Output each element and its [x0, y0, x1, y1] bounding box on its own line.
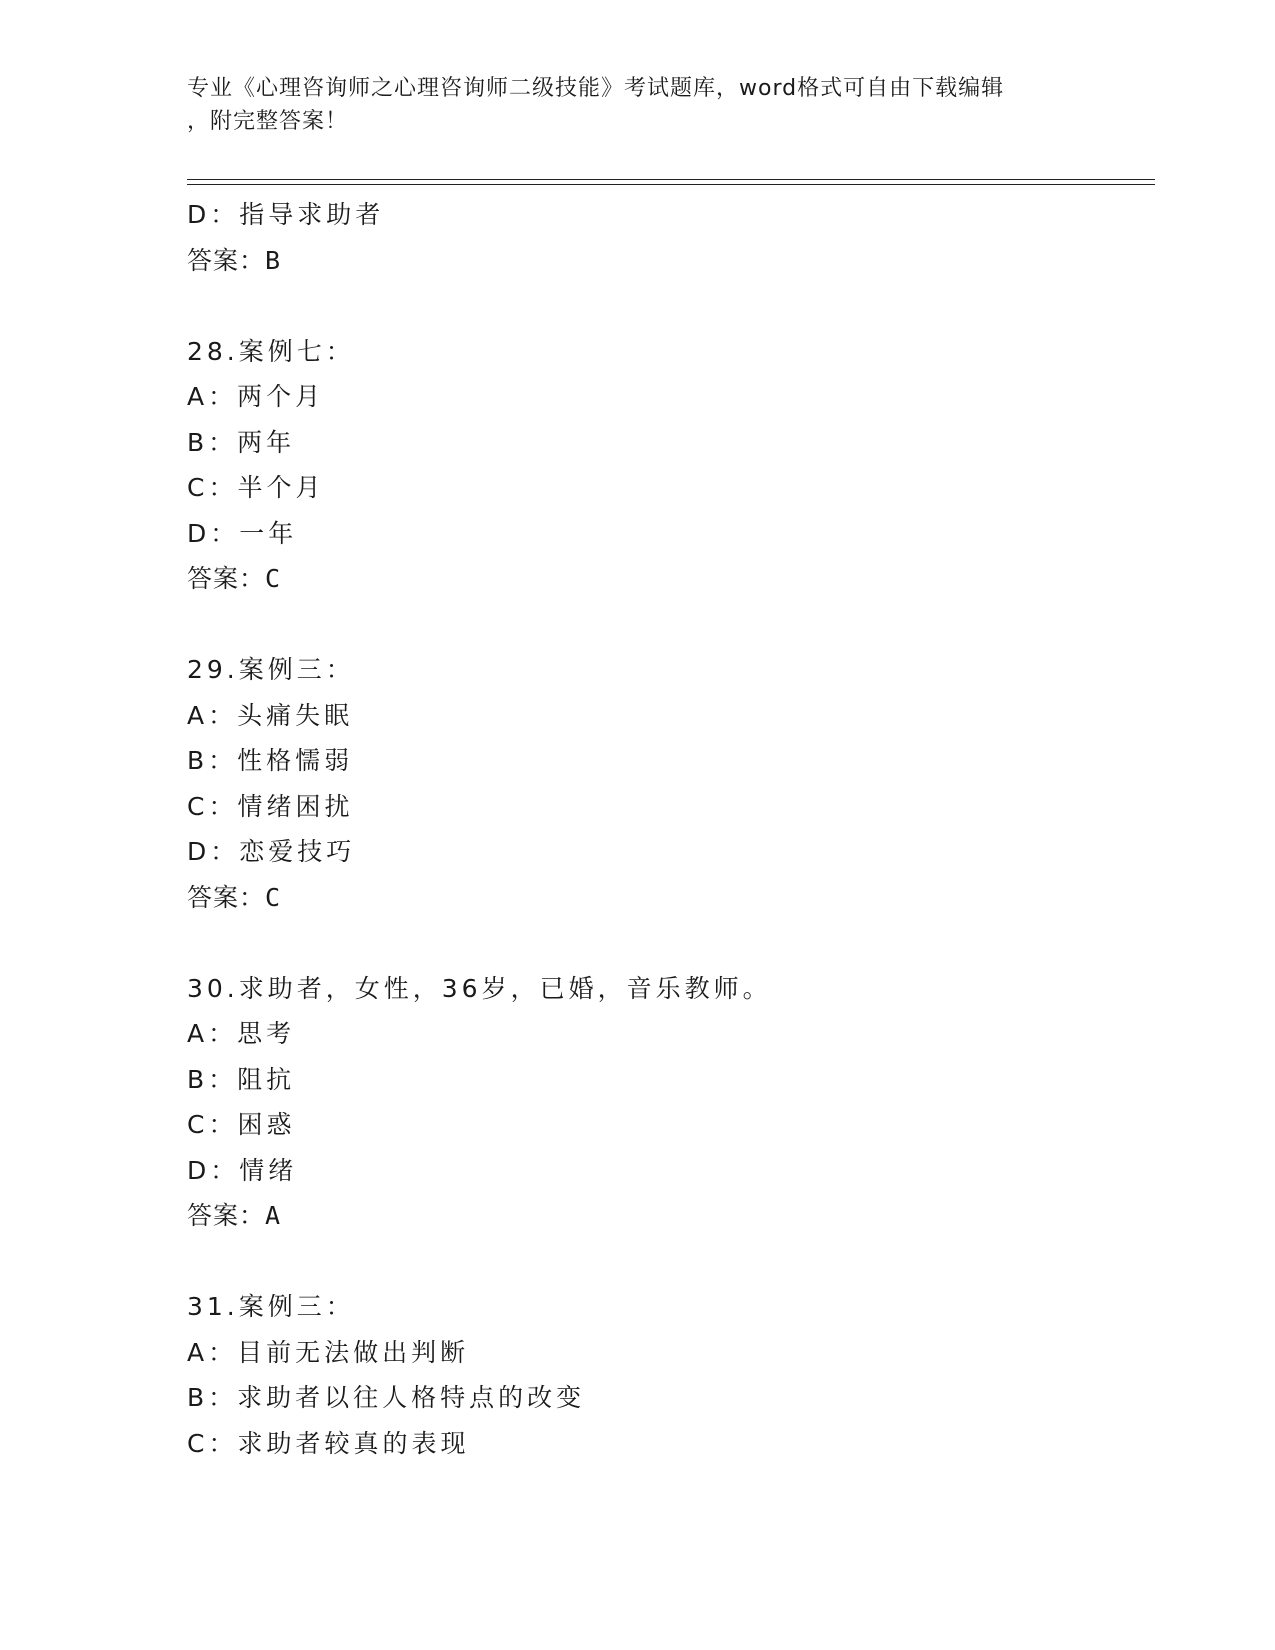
- answer-label: 答案：: [187, 882, 266, 912]
- q29-option-d: D：恋爱技巧: [187, 837, 356, 866]
- q28-option-c: C：半个月: [187, 473, 325, 502]
- q31-title: 31.案例三：: [187, 1292, 355, 1321]
- answer-label: 答案：: [187, 245, 266, 275]
- answer-label: 答案：: [187, 564, 266, 593]
- q30-title: 30.求助者，女性，36岁，已婚，音乐教师。: [187, 973, 772, 1003]
- spacer: [187, 1239, 1147, 1285]
- q27-option-d: D：指导求助者: [187, 200, 385, 229]
- header-divider-top: [187, 179, 1155, 180]
- header-divider-bottom: [187, 184, 1155, 185]
- q29-title: 29.案例三：: [187, 655, 355, 684]
- header-line-1: 专业《心理咨询师之心理咨询师二级技能》考试题库，word格式可自由下载编辑: [187, 76, 1005, 101]
- document-header: [187, 72, 1087, 138]
- q31-option-c: C：求助者较真的表现: [187, 1428, 470, 1458]
- q30-answer: [187, 1193, 1147, 1239]
- q28-option-b: B：两年: [187, 427, 296, 457]
- q29-option-c: C：情绪困扰: [187, 791, 354, 821]
- q31-option-b: B：求助者以往人格特点的改变: [187, 1383, 586, 1412]
- q28-option-a: A：两个月: [187, 382, 325, 411]
- q31-option-a: A：目前无法做出判断: [187, 1337, 470, 1367]
- spacer: [187, 920, 1147, 966]
- spacer: [187, 602, 1147, 648]
- header-line-2: ，附完整答案！: [187, 109, 349, 134]
- q27-answer: [187, 238, 1147, 284]
- answer-value: C: [265, 564, 281, 593]
- question-list: [187, 192, 1147, 1466]
- q29-answer: [187, 875, 1147, 921]
- answer-value: C: [265, 882, 281, 912]
- q28-option-d: D：一年: [187, 518, 298, 548]
- q30-option-d: D：情绪: [187, 1155, 298, 1185]
- answer-label: 答案：: [187, 1201, 266, 1230]
- q30-option-c: C：困惑: [187, 1110, 296, 1139]
- answer-value: B: [265, 245, 281, 275]
- q28-answer: [187, 556, 1147, 602]
- q29-option-b: B：性格懦弱: [187, 746, 354, 775]
- spacer: [187, 283, 1147, 329]
- q30-option-a: A：思考: [187, 1019, 296, 1048]
- q30-option-b: B：阻抗: [187, 1064, 296, 1094]
- q29-option-a: A：头痛失眠: [187, 700, 354, 730]
- q28-title: 28.案例七：: [187, 336, 355, 366]
- answer-value: A: [265, 1201, 281, 1230]
